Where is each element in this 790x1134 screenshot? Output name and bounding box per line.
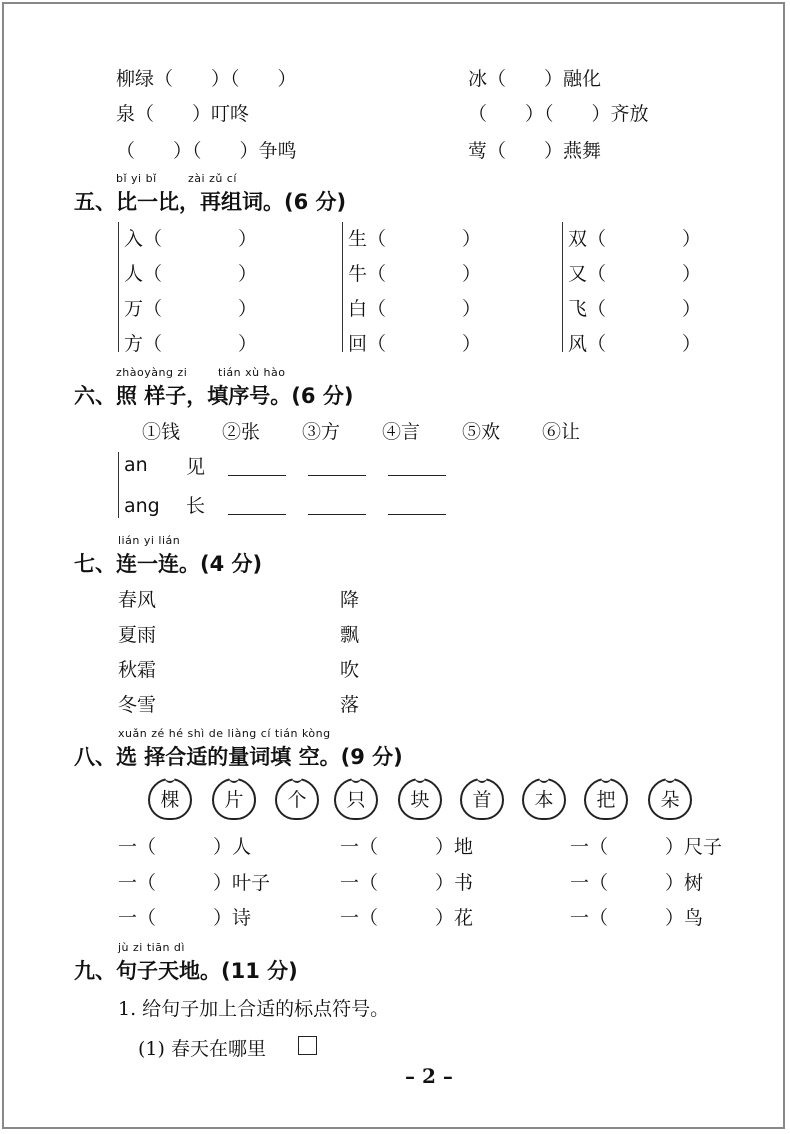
- pinyin-annotation: tián xù hào: [218, 366, 286, 379]
- measure-word-card: 块: [398, 778, 442, 820]
- match-right-item: 落: [340, 694, 360, 716]
- group-divider: [342, 222, 343, 352]
- row-label-an: an: [124, 454, 148, 476]
- answer-line: [388, 514, 446, 515]
- compare-item: 白（ ）: [348, 298, 482, 320]
- group-divider: [562, 222, 563, 352]
- fill-blank-1a: 柳绿（ ）（ ）: [116, 68, 297, 90]
- compare-item: 万（ ）: [124, 298, 258, 320]
- match-left-item: 秋霜: [118, 659, 157, 681]
- measure-word-card: 把: [584, 778, 628, 820]
- answer-line: [308, 475, 366, 476]
- measure-word-card: 片: [212, 778, 256, 820]
- option-item: ①钱: [142, 421, 181, 443]
- section-6-title: 六、照 样子，填序号。(6 分): [74, 384, 354, 408]
- measure-word-blank: 一（ ）尺子: [570, 836, 723, 858]
- match-left-item: 春风: [118, 589, 157, 611]
- measure-word-card: 个: [275, 778, 319, 820]
- match-right-item: 降: [340, 589, 360, 611]
- match-right-item: 飘: [340, 624, 360, 646]
- compare-item: 回（ ）: [348, 333, 482, 355]
- option-item: ④言: [382, 421, 421, 443]
- answer-line: [308, 514, 366, 515]
- option-item: ⑤欢: [462, 421, 501, 443]
- section-7-title: 七、连一连。(4 分): [74, 552, 263, 576]
- compare-item: 人（ ）: [124, 263, 258, 285]
- match-left-item: 夏雨: [118, 624, 157, 646]
- section-9-title: 九、句子天地。(11 分): [74, 959, 298, 983]
- pinyin-annotation: zhàoyàng zi: [116, 366, 188, 379]
- measure-word-blank: 一（ ）叶子: [118, 872, 271, 894]
- measure-word-blank: 一（ ）树: [570, 872, 704, 894]
- pinyin-annotation: lián yi lián: [118, 534, 181, 547]
- measure-word-card: 朵: [648, 778, 692, 820]
- pinyin-annotation: xuǎn zé hé shì de liàng cí tián kòng: [118, 727, 331, 740]
- compare-item: 飞（ ）: [568, 298, 702, 320]
- compare-item: 方（ ）: [124, 333, 258, 355]
- measure-word-blank: 一（ ）花: [340, 907, 474, 929]
- question-1-1: (1) 春天在哪里: [138, 1038, 266, 1060]
- group-divider: [118, 222, 119, 352]
- measure-word-card: 本: [522, 778, 566, 820]
- measure-word-blank: 一（ ）诗: [118, 907, 252, 929]
- section-8-title: 八、选 择合适的量词填 空。(9 分): [74, 745, 403, 769]
- option-item: ②张: [222, 421, 261, 443]
- option-item: ⑥让: [542, 421, 581, 443]
- measure-word-card: 首: [460, 778, 504, 820]
- punctuation-answer-box: [298, 1036, 317, 1055]
- pinyin-annotation: jù zi tiān dì: [118, 941, 185, 954]
- compare-item: 又（ ）: [568, 263, 702, 285]
- fill-blank-3a: （ ）（ ）争鸣: [116, 140, 297, 162]
- option-item: ③方: [302, 421, 341, 443]
- pinyin-annotation: zài zǔ cí: [188, 172, 237, 185]
- page-number: – 2 –: [405, 1064, 453, 1088]
- section-5-title: 五、比一比，再组词。(6 分): [74, 190, 347, 214]
- fill-blank-3b: 莺（ ）燕舞: [468, 140, 602, 162]
- row-example: 见: [186, 456, 206, 478]
- answer-line: [228, 514, 286, 515]
- measure-word-blank: 一（ ）书: [340, 872, 474, 894]
- measure-word-blank: 一（ ）鸟: [570, 907, 704, 929]
- measure-word-blank: 一（ ）地: [340, 836, 474, 858]
- group-divider: [118, 452, 119, 518]
- compare-item: 双（ ）: [568, 228, 702, 250]
- row-label-ang: ang: [124, 495, 160, 517]
- measure-word-card: 棵: [148, 778, 192, 820]
- match-left-item: 冬雪: [118, 694, 157, 716]
- question-1: 1. 给句子加上合适的标点符号。: [118, 998, 390, 1020]
- compare-item: 生（ ）: [348, 228, 482, 250]
- compare-item: 牛（ ）: [348, 263, 482, 285]
- answer-line: [228, 475, 286, 476]
- measure-word-card: 只: [334, 778, 378, 820]
- compare-item: 风（ ）: [568, 333, 702, 355]
- compare-item: 入（ ）: [124, 228, 258, 250]
- fill-blank-2b: （ ）（ ）齐放: [468, 103, 649, 125]
- answer-line: [388, 475, 446, 476]
- fill-blank-1b: 冰（ ）融化: [468, 68, 602, 90]
- match-right-item: 吹: [340, 659, 360, 681]
- fill-blank-2a: 泉（ ）叮咚: [116, 103, 250, 125]
- measure-word-blank: 一（ ）人: [118, 836, 252, 858]
- pinyin-annotation: bǐ yi bǐ: [116, 172, 157, 185]
- row-example: 长: [186, 495, 206, 517]
